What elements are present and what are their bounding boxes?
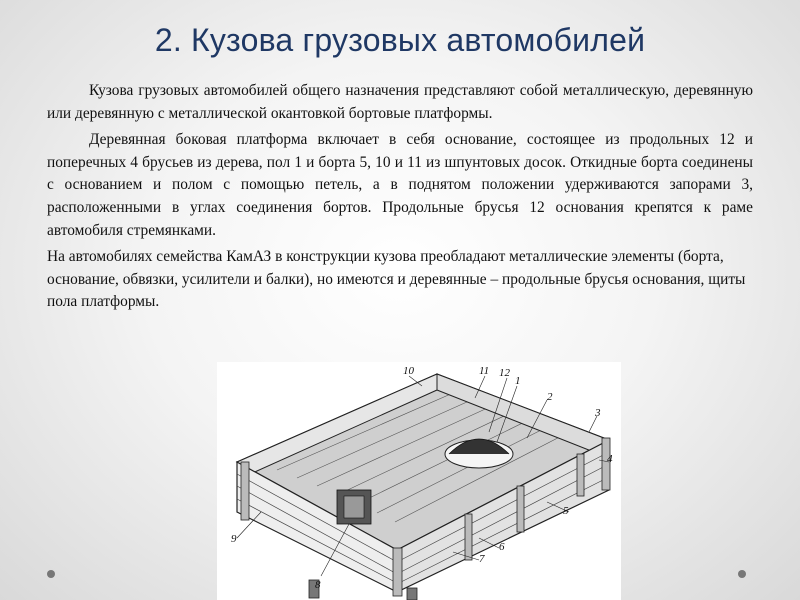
label-11: 11	[479, 365, 490, 377]
slide-title: 2. Кузова грузовых автомобилей	[154, 22, 646, 58]
paragraph-3: На автомобилях семейства КамАЗ в конструкции кузова преобладают металлические элементы (борта, основание, обвязки, усилители и балки), но имеются и деревянные – продольные брусья основания, щиты пола платформы.	[47, 248, 746, 311]
paragraph-2: Деревянная боковая платформа включает в себя основание, состоящее из продольных 12 и поперечных 4 брусьев из дерева, пол 1 и борта 5, 10 и 11 из шпунтовых досок. Откидные борта соединены с основанием и полом с помощью петель, а в поднятом положении удерживаются запорами 3, расположенными в углах соединения бортов. Продольные брусья 12 основания крепятся к раме автомобиля стремянками.	[47, 131, 753, 239]
truck-body-illustration	[217, 362, 621, 600]
truck-body-diagram	[217, 362, 621, 600]
label-3: 3	[595, 407, 601, 419]
label-6: 6	[499, 541, 505, 553]
label-8: 8	[315, 579, 321, 591]
label-7: 7	[479, 553, 485, 565]
label-2: 2	[547, 391, 553, 403]
label-10: 10	[403, 365, 414, 377]
body-text	[47, 80, 753, 314]
slide-decor-dot-right	[738, 570, 746, 578]
paragraph-1: Кузова грузовых автомобилей общего назначения представляют собой металлическую, деревянную или деревянную с металлической окантовкой бортовые платформы.	[47, 82, 753, 122]
label-12: 12	[499, 367, 510, 379]
slide-decor-dot-left	[47, 570, 55, 578]
label-9: 9	[231, 533, 237, 545]
label-1: 1	[515, 375, 521, 387]
label-5: 5	[563, 505, 569, 517]
label-4: 4	[607, 453, 613, 465]
